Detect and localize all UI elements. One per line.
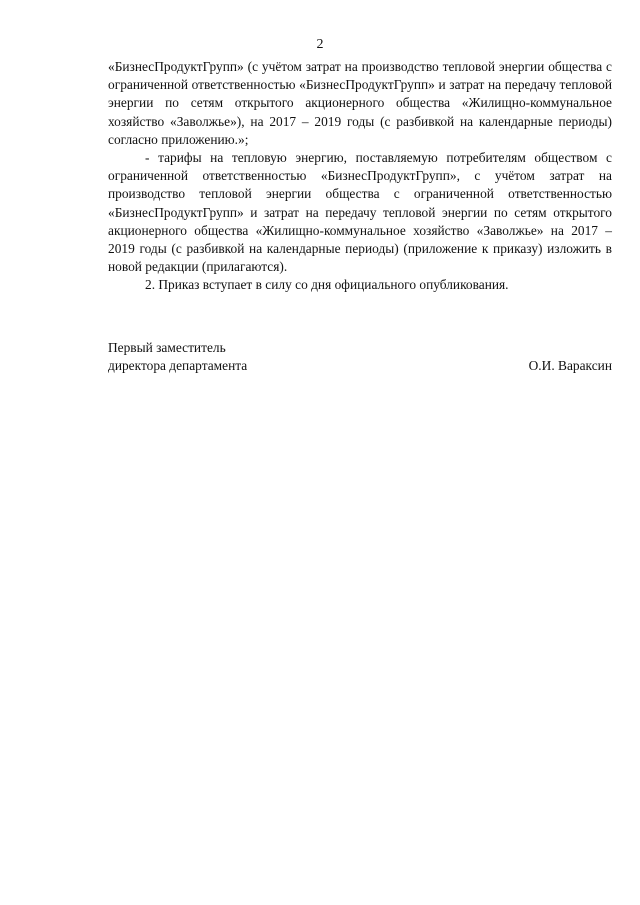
paragraph-tariffs: - тарифы на тепловую энергию, поставляемую потребителям обществом с ограниченной ответственностью «БизнесПродуктГрупп», с учётом затрат на производство тепловой энергии общества с ограниченной ответственностью «БизнесПродуктГрупп» и затрат на передачу тепловой энергии по сетям открытого акционерного общества «Жилищно-коммунальное хозяйство «Заволжье» на 2017 – 2019 годы (с разбивкой на календарные периоды) (приложение к приказу) изложить в новой редакции (прилагаются).: [108, 150, 612, 275]
paragraph-continuation: «БизнесПродуктГрупп» (с учётом затрат на производство тепловой энергии общества с ограниченной ответственностью «БизнесПродуктГрупп» и затрат на передачу тепловой энергии по сетям открытого акционерного общества «Жилищно-коммунальное хозяйство «Заволжье»), на 2017 – 2019 годы (с разбивкой на календарные периоды) согласно приложению.»;: [108, 59, 612, 147]
signatory-position-line-1: Первый заместитель: [108, 340, 226, 355]
document-body: [108, 58, 612, 295]
page-number: 2: [316, 37, 324, 52]
paragraph-effective-date: 2. Приказ вступает в силу со дня официального опубликования.: [145, 277, 509, 293]
signatory-name: О.И. Вараксин: [528, 358, 612, 374]
signatory-position-line-2: директора департамента: [108, 358, 248, 374]
signature-block: [108, 339, 612, 375]
signature-row: [108, 357, 612, 375]
